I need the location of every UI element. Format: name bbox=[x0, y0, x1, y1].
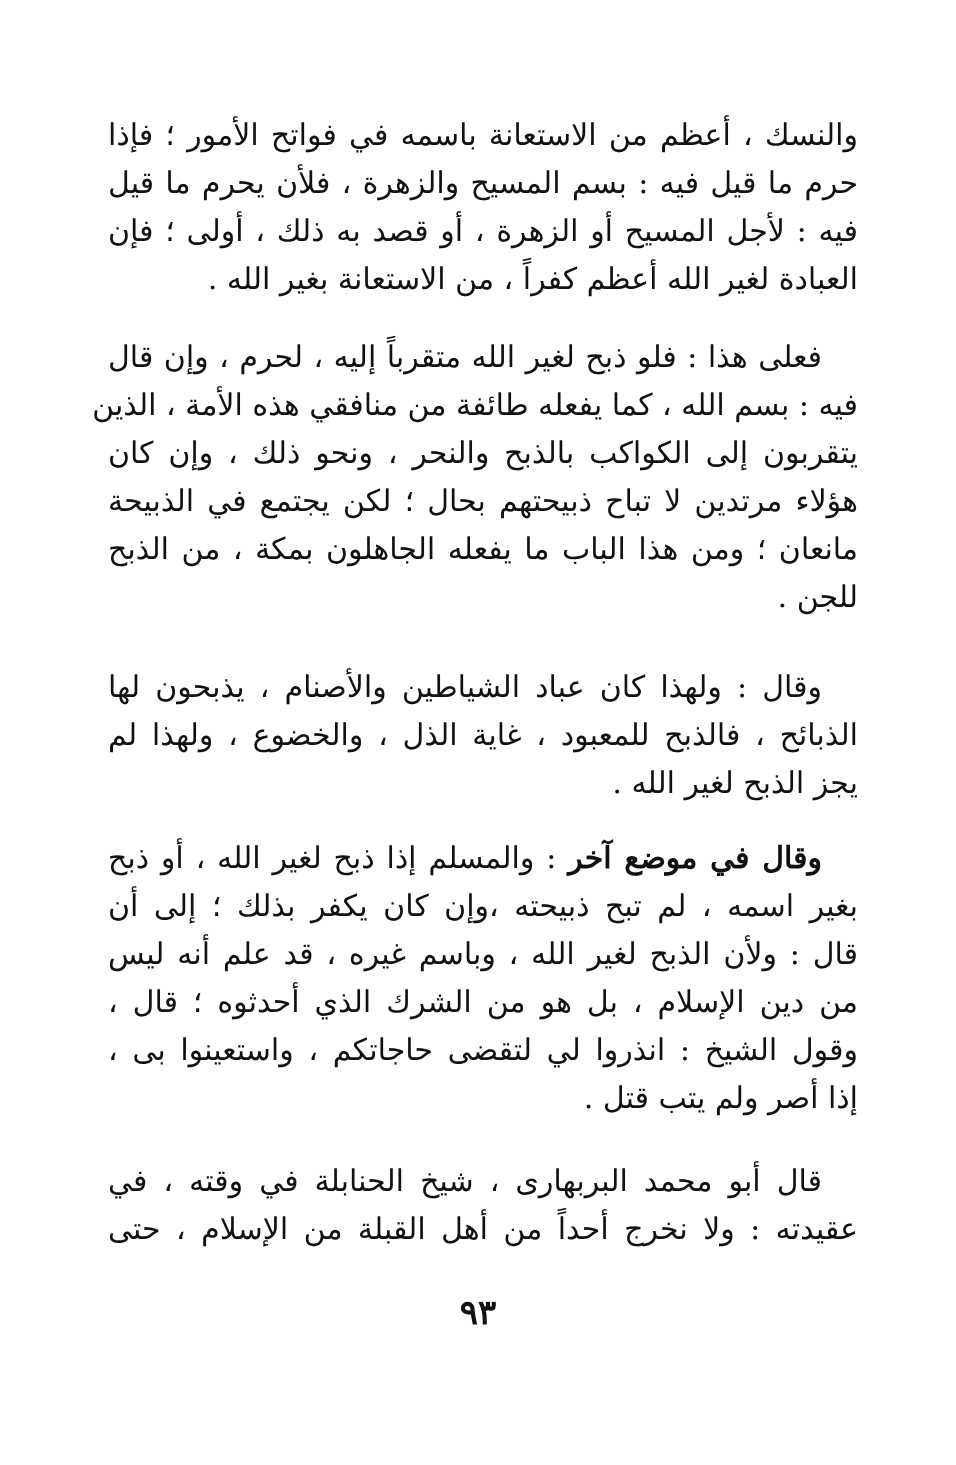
text-line bbox=[108, 835, 858, 883]
paragraph-5 bbox=[108, 1158, 858, 1254]
text-line: فيه : بسم الله ، كما يفعله طائفة من منافقي هذه الأمة ، الذين bbox=[92, 388, 858, 423]
text-line: فيه : لأجل المسيح أو الزهرة ، أو قصد به ذلك ، أولى ؛ فإن bbox=[108, 214, 858, 249]
text-line: إذا أصر ولم يتب قتل . bbox=[583, 1081, 858, 1116]
bold-heading-run: وقال في موضع آخر bbox=[568, 841, 822, 876]
text-line: يتقربون إلى الكواكب بالذبح والنحر ، ونحو ذلك ، وإن كان bbox=[108, 436, 858, 471]
text-line: وقول الشيخ : انذروا لي لتقضى حاجاتكم ، واستعينوا بى ، bbox=[108, 1033, 858, 1068]
text-line: حرم ما قيل فيه : بسم المسيح والزهرة ، فلأن يحرم ما قيل bbox=[108, 166, 858, 201]
text-line: وقال : ولهذا كان عباد الشياطين والأصنام ، يذبحون لها bbox=[108, 670, 822, 705]
text-line: هؤلاء مرتدين لا تباح ذبيحتهم بحال ؛ لكن يجتمع في الذبيحة bbox=[108, 484, 858, 519]
text-line: قال أبو محمد البربهارى ، شيخ الحنابلة في وقته ، في bbox=[108, 1164, 822, 1199]
text-line: من دين الإسلام ، بل هو من الشرك الذي أحدثوه ؛ قال ، bbox=[108, 985, 858, 1020]
paragraph-2 bbox=[92, 334, 858, 622]
text-line: فعلى هذا : فلو ذبح لغير الله متقرباً إليه ، لحرم ، وإن قال bbox=[108, 340, 822, 375]
text-line: العبادة لغير الله أعظم كفراً ، من الاستعانة بغير الله . bbox=[207, 262, 858, 297]
text-line: يجز الذبح لغير الله . bbox=[612, 766, 858, 801]
paragraph-1 bbox=[108, 112, 858, 304]
paragraph-3 bbox=[108, 664, 858, 808]
text-run: : والمسلم إذا ذبح لغير الله ، أو ذبح bbox=[108, 841, 569, 876]
text-line: بغير اسمه ، لم تبح ذبيحته ،وإن كان يكفر بذلك ؛ إلى أن bbox=[108, 889, 858, 924]
text-line: والنسك ، أعظم من الاستعانة باسمه في فواتح الأمور ؛ فإذا bbox=[108, 118, 858, 153]
text-line: عقيدته : ولا نخرج أحداً من أهل القبلة من الإسلام ، حتى bbox=[108, 1212, 858, 1247]
text-line: للجن . bbox=[777, 580, 858, 615]
text-line: مانعان ؛ ومن هذا الباب ما يفعله الجاهلون بمكة ، من الذبح bbox=[108, 532, 858, 567]
text-line: قال : ولأن الذبح لغير الله ، وباسم غيره ، قد علم أنه ليس bbox=[108, 937, 858, 972]
text-line: الذبائح ، فالذبح للمعبود ، غاية الذل ، والخضوع ، ولهذا لم bbox=[108, 718, 858, 753]
paragraph-4 bbox=[108, 835, 858, 1123]
page-number: ٩٣ bbox=[459, 1293, 497, 1333]
